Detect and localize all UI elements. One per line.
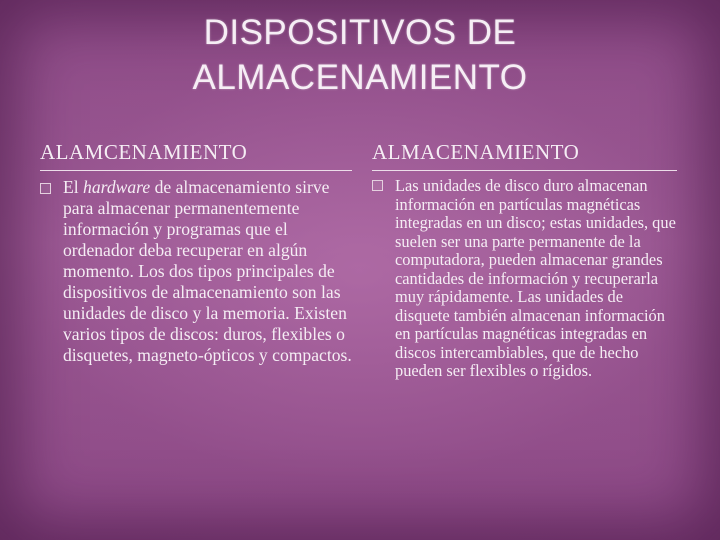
right-column-body bbox=[372, 177, 677, 381]
slide-title bbox=[0, 10, 720, 100]
left-column-heading: ALAMCENAMIENTO bbox=[40, 138, 352, 171]
left-column-paragraph bbox=[63, 177, 352, 366]
title-line-2: ALMACENAMIENTO bbox=[192, 58, 528, 97]
left-column bbox=[40, 138, 352, 366]
bullet-icon bbox=[372, 180, 383, 191]
left-text-italic: hardware bbox=[83, 177, 151, 197]
bullet-icon bbox=[40, 183, 51, 194]
left-text-before: El bbox=[63, 177, 84, 197]
right-column bbox=[372, 138, 677, 381]
right-column-heading: ALMACENAMIENTO bbox=[372, 138, 677, 171]
left-text-after: de almacenamiento sirve para almacenar permanentemente información y programas que el ordenador deba recuperar en algún momento. Los dos tipos principales de dispositivos de almacenamiento son las unidades de disco y la memoria. Existen varios tipos de discos: duros, flexibles o disquetes, magneto-ópticos y compactos. bbox=[63, 177, 352, 365]
left-column-body bbox=[40, 177, 352, 366]
title-line-1: DISPOSITIVOS DE bbox=[203, 13, 517, 52]
right-column-paragraph: Las unidades de disco duro almacenan información en partículas magnéticas integradas en un disco; estas unidades, que suelen ser una parte permanente de la computadora, pueden almacenar grandes cantidades de información y recuperarla muy rápidamente. Las unidades de disquete también almacenan información en partículas magnéticas integradas en discos intercambiables, que de hecho pueden ser flexibles o rígidos. bbox=[395, 176, 676, 380]
